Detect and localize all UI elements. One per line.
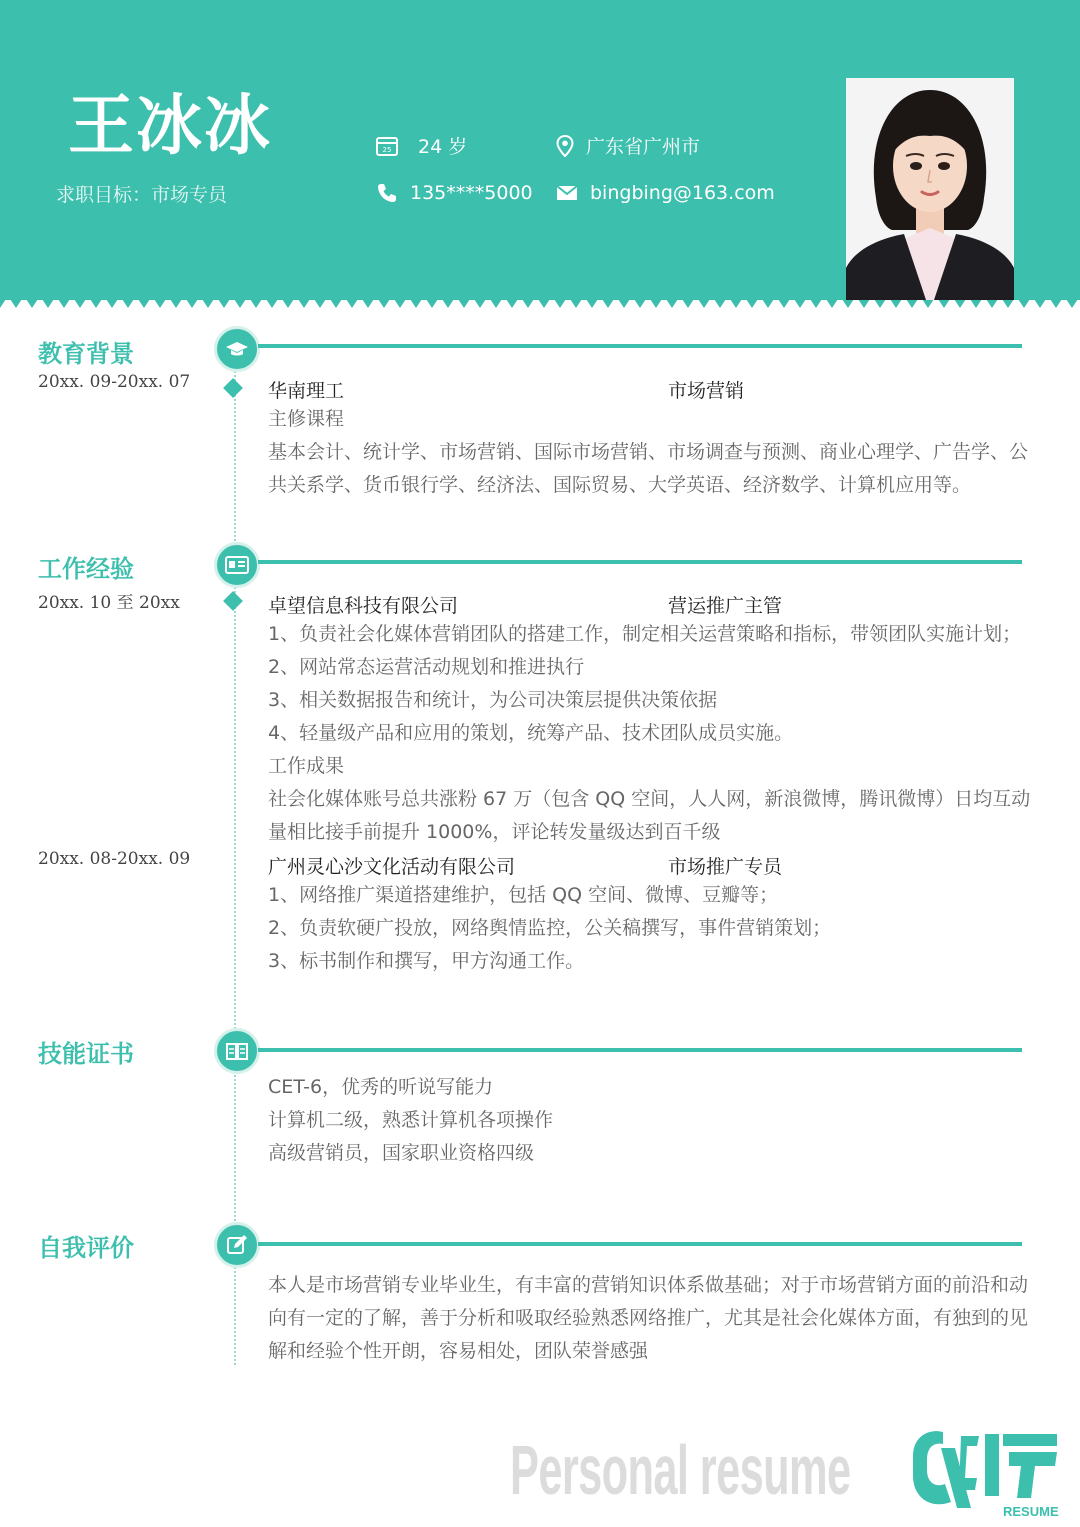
envelope-icon bbox=[556, 185, 578, 201]
company-name: 广州灵心沙文化活动有限公司 bbox=[268, 856, 516, 878]
candidate-name: 王冰冰 bbox=[68, 87, 272, 164]
duty-item: 1、负责社会化媒体营销团队的搭建工作，制定相关运营策略和指标，带领团队实施计划； bbox=[268, 623, 1022, 645]
education-date: 20xx. 09-20xx. 07 bbox=[38, 372, 191, 392]
achievement-line: 社会化媒体账号总共涨粉 67 万（包含 QQ 空间，人人网，新浪微博，腾讯微博）日均互动 bbox=[268, 788, 1031, 810]
major-name: 市场营销 bbox=[668, 380, 745, 402]
courses-line: 共关系学、货币银行学、经济法、国际贸易、大学英语、经济数学、计算机应用等。 bbox=[268, 474, 972, 496]
company-name: 卓望信息科技有限公司 bbox=[268, 595, 459, 617]
duty-item: 2、负责软硬广投放，网络舆情监控，公关稿撰写，事件营销策划； bbox=[268, 917, 832, 939]
skills-circle bbox=[214, 1028, 260, 1074]
education-circle bbox=[214, 326, 260, 372]
skill-item: 高级营销员，国家职业资格四级 bbox=[268, 1142, 535, 1164]
self-eval-line: 向有一定的了解，善于分析和吸取经验熟悉网络推广，尤其是社会化媒体方面，有独到的见 bbox=[268, 1307, 1029, 1329]
duty-item: 2、网站常态运营活动规划和推进执行 bbox=[268, 656, 585, 678]
duty-item: 3、相关数据报告和统计，为公司决策层提供决策依据 bbox=[268, 689, 718, 711]
education-details bbox=[268, 403, 1028, 502]
job-duties bbox=[268, 618, 1031, 849]
skill-item: CET-6，优秀的听说写能力 bbox=[268, 1076, 494, 1098]
location-text: 广东省广州市 bbox=[586, 136, 701, 158]
calendar-icon-text: 25 bbox=[382, 145, 392, 154]
phone-text: 135****5000 bbox=[410, 182, 533, 204]
phone-icon bbox=[376, 182, 398, 204]
education-marker bbox=[223, 378, 243, 398]
skill-item: 计算机二级，熟悉计算机各项操作 bbox=[268, 1109, 554, 1131]
job-position: 市场推广专员 bbox=[668, 856, 783, 878]
resume-logo bbox=[905, 1418, 1070, 1518]
school-name: 华南理工 bbox=[268, 380, 345, 402]
duty-item: 1、网络推广渠道搭建维护，包括 QQ 空间、微博、豆瓣等； bbox=[268, 884, 779, 906]
work-title: 工作经验 bbox=[38, 555, 134, 583]
calendar-icon bbox=[376, 136, 398, 156]
graduation-cap-icon bbox=[225, 339, 249, 359]
self-eval-line: 解和经验个性开朗，容易相处，团队荣誉感强 bbox=[268, 1340, 649, 1362]
self-eval-line: 本人是市场营销专业毕业生，有丰富的营销知识体系做基础；对于市场营销方面的前沿和动 bbox=[268, 1274, 1029, 1296]
job-date: 20xx. 08-20xx. 09 bbox=[38, 849, 191, 869]
duty-item: 3、标书制作和撰写，甲方沟通工作。 bbox=[268, 950, 585, 972]
skills-title: 技能证书 bbox=[38, 1040, 134, 1068]
email-info bbox=[556, 182, 775, 204]
watermark-text: Personal resume bbox=[510, 1431, 851, 1509]
id-card-icon bbox=[225, 556, 249, 574]
courses-label: 主修课程 bbox=[268, 408, 345, 430]
profile-photo bbox=[846, 78, 1014, 300]
location-info bbox=[556, 132, 700, 159]
self-eval-rule bbox=[258, 1242, 1022, 1246]
job-position: 营运推广主管 bbox=[668, 595, 783, 617]
logo-subtext: RESUME bbox=[1003, 1504, 1059, 1518]
self-eval-title: 自我评价 bbox=[38, 1234, 134, 1262]
work-circle bbox=[214, 542, 260, 588]
book-icon bbox=[225, 1041, 249, 1061]
courses-line: 基本会计、统计学、市场营销、国际市场营销、市场调查与预测、商业心理学、广告学、公 bbox=[268, 441, 1029, 463]
age-info bbox=[376, 132, 467, 159]
education-rule bbox=[258, 344, 1022, 348]
edit-icon bbox=[226, 1234, 248, 1256]
work-marker bbox=[223, 591, 243, 611]
timeline-axis bbox=[234, 360, 236, 1365]
job-objective: 求职目标：市场专员 bbox=[56, 184, 228, 206]
skills-list bbox=[268, 1071, 1028, 1170]
achievement-line: 量相比接手前提升 1000%，评论转发量级达到百千级 bbox=[268, 821, 721, 843]
achievement-label: 工作成果 bbox=[268, 755, 345, 777]
self-eval-circle bbox=[214, 1222, 260, 1268]
job-date: 20xx. 10 至 20xx bbox=[38, 593, 180, 613]
self-eval-text bbox=[268, 1269, 1028, 1368]
education-title: 教育背景 bbox=[38, 340, 134, 368]
work-rule bbox=[258, 560, 1022, 564]
duty-item: 4、轻量级产品和应用的策划，统筹产品、技术团队成员实施。 bbox=[268, 722, 794, 744]
location-pin-icon bbox=[556, 135, 574, 157]
skills-rule bbox=[258, 1048, 1022, 1052]
phone-info bbox=[376, 182, 533, 204]
email-text: bingbing@163.com bbox=[590, 182, 775, 204]
age-text: 24 岁 bbox=[418, 136, 468, 158]
job-duties bbox=[268, 879, 1028, 978]
